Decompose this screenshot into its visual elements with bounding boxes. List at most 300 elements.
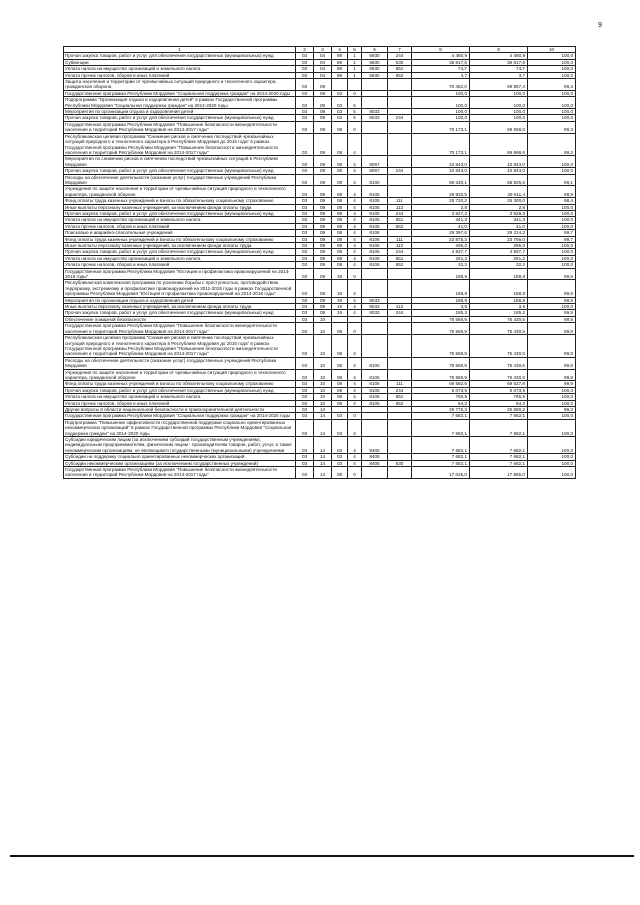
cell-col-b: 09 bbox=[314, 243, 332, 249]
cell-col-d: 4 bbox=[348, 210, 362, 216]
cell-col-name: Подпрограмма "Повышение эффективности государственной поддержки социально ориентированных некоммерческих организаций" в рамках Государственной программы Республики Мордовия "Социальная поддержка граждан" на 2014-2020 годы bbox=[64, 419, 296, 436]
header-cell-col-plan: 8 bbox=[412, 47, 470, 53]
cell-col-e: 8106 bbox=[362, 243, 388, 249]
cell-col-d: 4 bbox=[348, 460, 362, 466]
cell-col-name: Поисковые и аварийно-спасательные учреждения bbox=[64, 230, 296, 236]
cell-col-name: Уплата налога на имущество организаций и земельного налога bbox=[64, 66, 296, 72]
cell-col-plan: 70 482,0 bbox=[412, 79, 470, 91]
cell-col-d: 4 bbox=[348, 156, 362, 168]
cell-col-actual: 69 527,8 bbox=[470, 381, 528, 387]
cell-col-b: 04 bbox=[314, 53, 332, 59]
cell-col-e: 8105 bbox=[362, 198, 388, 204]
cell-col-c: 08 bbox=[332, 230, 348, 236]
table-row bbox=[64, 121, 576, 133]
cell-col-plan: 3,7 bbox=[412, 72, 470, 78]
cell-col-d: 5 bbox=[348, 115, 362, 121]
cell-col-b: 10 bbox=[314, 394, 332, 400]
cell-col-a: 03 bbox=[296, 210, 314, 216]
cell-col-plan: 75 565,9 bbox=[412, 316, 470, 322]
cell-col-c: 08 bbox=[332, 400, 348, 406]
cell-col-plan: 17 025,0 bbox=[412, 467, 470, 479]
cell-col-b: 09 bbox=[314, 230, 332, 236]
cell-col-actual: 75 430,6 bbox=[470, 357, 528, 369]
cell-col-plan: 41,0 bbox=[412, 223, 470, 229]
cell-col-actual: 29 214,2 bbox=[470, 230, 528, 236]
cell-col-plan: 36 817,6 bbox=[412, 59, 470, 65]
cell-col-actual: 295,0 bbox=[470, 243, 528, 249]
cell-col-f: 244 bbox=[388, 249, 412, 255]
cell-col-d: 0 bbox=[348, 121, 362, 133]
cell-col-a: 03 bbox=[296, 223, 314, 229]
cell-col-d: 4 bbox=[348, 381, 362, 387]
cell-col-f: 530 bbox=[388, 59, 412, 65]
cell-col-plan: 25 720,2 bbox=[412, 198, 470, 204]
cell-col-actual: 4 937,7 bbox=[470, 249, 528, 255]
cell-col-e: 8105 bbox=[362, 381, 388, 387]
cell-col-d: 4 bbox=[348, 310, 362, 316]
cell-col-d: 4 bbox=[348, 297, 362, 303]
cell-col-percent: 100,0 bbox=[528, 419, 576, 436]
cell-col-name: Уплата прочих налогов, сборов и иных платежей bbox=[64, 400, 296, 406]
cell-col-b: 14 bbox=[314, 406, 332, 412]
cell-col-plan: 7 682,1 bbox=[412, 413, 470, 419]
cell-col-actual: 261,2 bbox=[470, 255, 528, 261]
cell-col-f: 852 bbox=[388, 262, 412, 268]
cell-col-name: Государственная программа Республики Мордовия "Повышение безопасности жизнедеятельности населения и территорий Республики Мордовия на 2014-2017 годы" bbox=[64, 121, 296, 133]
cell-col-b: 04 bbox=[314, 59, 332, 65]
cell-col-actual: 69 668,6 bbox=[470, 121, 528, 133]
cell-col-plan: 2,8 bbox=[412, 204, 470, 210]
cell-col-percent: 100,0 bbox=[528, 72, 576, 78]
cell-col-f bbox=[388, 323, 412, 335]
cell-col-c: 03 bbox=[332, 90, 348, 96]
cell-col-d: 4 bbox=[348, 186, 362, 198]
cell-col-a: 03 bbox=[296, 316, 314, 322]
cell-col-d: 4 bbox=[348, 394, 362, 400]
cell-col-c: 19 bbox=[332, 297, 348, 303]
cell-col-f bbox=[388, 369, 412, 381]
cell-col-c: 89 bbox=[332, 59, 348, 65]
cell-col-c: 08 bbox=[332, 243, 348, 249]
cell-col-percent: 100,0 bbox=[528, 304, 576, 310]
cell-col-actual: 10 843,0 bbox=[470, 168, 528, 174]
cell-col-plan: 3 827,2 bbox=[412, 210, 470, 216]
cell-col-name: Субсидии юридическим лицам (за исключением субсидий государственным учреждениям), индивидуальным предпринимателям, физическим лицам - производителям товаров, работ, услуг, а также некоммерческим организациям, не являющимся государственными (муниципальными) учреждениями bbox=[64, 437, 296, 454]
cell-col-f: 244 bbox=[388, 310, 412, 316]
cell-col-f bbox=[388, 357, 412, 369]
cell-col-c: 19 bbox=[332, 268, 348, 280]
cell-col-b: 09 bbox=[314, 255, 332, 261]
cell-col-e: 5930 bbox=[362, 59, 388, 65]
cell-col-d: 4 bbox=[348, 236, 362, 242]
cell-col-plan: 7 682,1 bbox=[412, 454, 470, 460]
cell-col-name: Мероприятия по организации отдыха и оздоровления детей bbox=[64, 109, 296, 115]
cell-col-c: 08 bbox=[332, 133, 348, 156]
cell-col-actual: 100,0 bbox=[470, 109, 528, 115]
header-cell-col-a: 2 bbox=[296, 47, 314, 53]
cell-col-actual: 765,5 bbox=[470, 394, 528, 400]
cell-col-name: Прочая закупка товаров, работ и услуг для обеспечения государственных (муниципальных) нужд bbox=[64, 210, 296, 216]
cell-col-b: 09 bbox=[314, 236, 332, 242]
cell-col-d: 4 bbox=[348, 400, 362, 406]
cell-col-d: 1 bbox=[348, 66, 362, 72]
cell-col-name: Государственная программа Республики Мордовия "Социальная поддержка граждан" на 2014-2020 годы bbox=[64, 90, 296, 96]
cell-col-plan: 100,0 bbox=[412, 97, 470, 109]
cell-col-actual: 3 928,3 bbox=[470, 210, 528, 216]
cell-col-name: Прочая закупка товаров, работ и услуг для обеспечения государственных (муниципальных) нужд bbox=[64, 115, 296, 121]
cell-col-a: 03 bbox=[296, 323, 314, 335]
cell-col-c: 89 bbox=[332, 72, 348, 78]
cell-col-percent: 99,8 bbox=[528, 323, 576, 335]
cell-col-d: 4 bbox=[348, 262, 362, 268]
cell-col-e: 8105 bbox=[362, 394, 388, 400]
cell-col-f bbox=[388, 174, 412, 186]
cell-col-c: 08 bbox=[332, 381, 348, 387]
cell-col-c: 08 bbox=[332, 369, 348, 381]
cell-col-a: 03 bbox=[296, 413, 314, 419]
cell-col-b: 14 bbox=[314, 467, 332, 479]
cell-col-a: 03 bbox=[296, 394, 314, 400]
cell-col-plan: 188,9 bbox=[412, 297, 470, 303]
cell-col-name: Государственная программа Республики Мордовия "Социальная поддержка граждан" на 2014-2020 годы bbox=[64, 413, 296, 419]
cell-col-c: 08 bbox=[332, 210, 348, 216]
cell-col-percent: 99,3 bbox=[528, 133, 576, 156]
cell-col-d: 0 bbox=[348, 323, 362, 335]
cell-col-b: 09 bbox=[314, 168, 332, 174]
cell-col-a: 03 bbox=[296, 59, 314, 65]
cell-col-d: 0 bbox=[348, 467, 362, 479]
cell-col-e: 8106 bbox=[362, 262, 388, 268]
cell-col-f bbox=[388, 419, 412, 436]
cell-col-plan: 5 073,5 bbox=[412, 387, 470, 393]
cell-col-percent: 99,9 bbox=[528, 297, 576, 303]
cell-col-percent: 99,7 bbox=[528, 236, 576, 242]
cell-col-c: 08 bbox=[332, 255, 348, 261]
cell-col-d: 5 bbox=[348, 109, 362, 115]
cell-col-actual: 74,7 bbox=[470, 66, 528, 72]
cell-col-percent: 100,0 bbox=[528, 255, 576, 261]
table-body bbox=[64, 53, 576, 478]
cell-col-actual: 7 682,1 bbox=[470, 454, 528, 460]
cell-col-actual: 188,8 bbox=[470, 297, 528, 303]
cell-col-plan: 75 565,9 bbox=[412, 323, 470, 335]
cell-col-name: Государственная программа Республики Мордовия "Юстиция и профилактика правонарушений на 2014-2018 годы" bbox=[64, 268, 296, 280]
cell-col-d: 4 bbox=[348, 437, 362, 454]
cell-col-plan: 100,0 bbox=[412, 115, 470, 121]
cell-col-a: 03 bbox=[296, 310, 314, 316]
cell-col-f bbox=[388, 437, 412, 454]
cell-col-percent: 100,0 bbox=[528, 249, 576, 255]
cell-col-e bbox=[362, 280, 388, 297]
cell-col-c: 19 bbox=[332, 310, 348, 316]
cell-col-plan: 341,3 bbox=[412, 217, 470, 223]
cell-col-e: 8033 bbox=[362, 310, 388, 316]
cell-col-a: 03 bbox=[296, 460, 314, 466]
cell-col-f: 852 bbox=[388, 72, 412, 78]
cell-col-actual: 64,3 bbox=[470, 400, 528, 406]
cell-col-e: 8400 bbox=[362, 437, 388, 454]
cell-col-b: 09 bbox=[314, 186, 332, 198]
cell-col-name: Прочая закупка товаров, работ и услуг для обеспечения государственных (муниципальных) нужд bbox=[64, 310, 296, 316]
cell-col-d: 4 bbox=[348, 133, 362, 156]
cell-col-percent: 100,0 bbox=[528, 53, 576, 59]
cell-col-percent: 99,8 bbox=[528, 316, 576, 322]
cell-col-f bbox=[388, 280, 412, 297]
cell-col-percent: 100,0 bbox=[528, 243, 576, 249]
cell-col-percent: 100,0 bbox=[528, 223, 576, 229]
cell-col-a: 03 bbox=[296, 79, 314, 91]
cell-col-d: 4 bbox=[348, 223, 362, 229]
cell-col-b: 14 bbox=[314, 454, 332, 460]
cell-col-plan: 7 682,1 bbox=[412, 437, 470, 454]
header-cell-col-percent: 10 bbox=[528, 47, 576, 53]
cell-col-e: 8105 bbox=[362, 204, 388, 210]
cell-col-actual: 41,0 bbox=[470, 223, 528, 229]
cell-col-plan: 75 565,9 bbox=[412, 335, 470, 358]
table-row bbox=[64, 437, 576, 454]
cell-col-a: 03 bbox=[296, 304, 314, 310]
cell-col-d: 5 bbox=[348, 97, 362, 109]
cell-col-a: 03 bbox=[296, 280, 314, 297]
cell-col-name: Учреждения по защите населения и территории от чрезвычайных ситуаций природного и техногенного характера, гражданской обороне bbox=[64, 186, 296, 198]
cell-col-a: 03 bbox=[296, 121, 314, 133]
cell-col-d: 4 bbox=[348, 174, 362, 186]
cell-col-actual: 10 843,0 bbox=[470, 156, 528, 168]
cell-col-c: 19 bbox=[332, 304, 348, 310]
table-row bbox=[64, 467, 576, 479]
cell-col-b: 09 bbox=[314, 109, 332, 115]
cell-col-c: 08 bbox=[332, 467, 348, 479]
cell-col-c: 08 bbox=[332, 236, 348, 242]
cell-col-percent: 99,9 bbox=[528, 268, 576, 280]
cell-col-e: 8106 bbox=[362, 230, 388, 236]
cell-col-actual: 25 590,2 bbox=[470, 406, 528, 412]
cell-col-a: 03 bbox=[296, 230, 314, 236]
budget-table bbox=[63, 46, 576, 479]
cell-col-c: 08 bbox=[332, 121, 348, 133]
table-row bbox=[64, 357, 576, 369]
cell-col-a: 03 bbox=[296, 262, 314, 268]
cell-col-c: 89 bbox=[332, 66, 348, 72]
cell-col-plan: 7 682,1 bbox=[412, 460, 470, 466]
cell-col-a: 03 bbox=[296, 53, 314, 59]
cell-col-e: 8100 bbox=[362, 174, 388, 186]
cell-col-name: Мероприятия по снижению рисков и смягчению последствий чрезвычайных ситуаций в Республике Мордовия bbox=[64, 156, 296, 168]
cell-col-percent: 99,7 bbox=[528, 230, 576, 236]
cell-col-percent: 100,0 bbox=[528, 460, 576, 466]
cell-col-name: Подпрограмма "Организация отдыха и оздоровления детей" в рамках Государственной программы Республики Мордовия "Социальная поддержка граждан" на 2014-2020 годы bbox=[64, 97, 296, 109]
cell-col-e bbox=[362, 121, 388, 133]
cell-col-f: 244 bbox=[388, 53, 412, 59]
cell-col-plan: 69 582,6 bbox=[412, 381, 470, 387]
cell-col-e bbox=[362, 467, 388, 479]
cell-col-e bbox=[362, 268, 388, 280]
cell-col-e: 8405 bbox=[362, 460, 388, 466]
cell-col-actual: 188,8 bbox=[470, 280, 528, 297]
cell-col-e: 8106 bbox=[362, 255, 388, 261]
cell-col-e: 8105 bbox=[362, 400, 388, 406]
cell-col-name: Фонд оплаты труда казенных учреждений и взносы по обязательному социальному страхованию bbox=[64, 381, 296, 387]
cell-col-a: 03 bbox=[296, 387, 314, 393]
cell-col-f: 112 bbox=[388, 304, 412, 310]
cell-col-c: 03 bbox=[332, 460, 348, 466]
cell-col-b: 09 bbox=[314, 262, 332, 268]
cell-col-percent: 100,0 bbox=[528, 217, 576, 223]
cell-col-b: 09 bbox=[314, 121, 332, 133]
cell-col-b: 09 bbox=[314, 204, 332, 210]
cell-col-a: 03 bbox=[296, 168, 314, 174]
cell-col-b: 14 bbox=[314, 413, 332, 419]
cell-col-f: 111 bbox=[388, 381, 412, 387]
cell-col-actual: 75 430,6 bbox=[470, 335, 528, 358]
cell-col-percent: 100,0 bbox=[528, 467, 576, 479]
cell-col-b: 10 bbox=[314, 316, 332, 322]
cell-col-actual: 100,0 bbox=[470, 115, 528, 121]
cell-col-c: 08 bbox=[332, 223, 348, 229]
cell-col-plan: 59 330,1 bbox=[412, 174, 470, 186]
cell-col-e: 8106 bbox=[362, 236, 388, 242]
cell-col-d: 0 bbox=[348, 413, 362, 419]
cell-col-plan: 100,0 bbox=[412, 109, 470, 115]
cell-col-d: 4 bbox=[348, 335, 362, 358]
cell-col-e bbox=[362, 97, 388, 109]
bottom-rule bbox=[10, 855, 634, 857]
header-cell-col-actual: 9 bbox=[470, 47, 528, 53]
cell-col-plan: 32,3 bbox=[412, 262, 470, 268]
cell-col-d bbox=[348, 79, 362, 91]
cell-col-b: 09 bbox=[314, 223, 332, 229]
cell-col-name: Иные выплаты персоналу казенных учреждений, за исключением фонда оплаты труда bbox=[64, 204, 296, 210]
cell-col-a: 03 bbox=[296, 72, 314, 78]
cell-col-e bbox=[362, 335, 388, 358]
cell-col-e: 8033 bbox=[362, 304, 388, 310]
table-row bbox=[64, 280, 576, 297]
cell-col-name: Прочая закупка товаров, работ и услуг для обеспечения государственных (муниципальных) нужд bbox=[64, 53, 296, 59]
cell-col-name: Фонд оплаты труда казенных учреждений и взносы по обязательному социальному страхованию bbox=[64, 198, 296, 204]
cell-col-f bbox=[388, 156, 412, 168]
cell-col-b: 09 bbox=[314, 79, 332, 91]
cell-col-e: 8067 bbox=[362, 168, 388, 174]
cell-col-a: 03 bbox=[296, 419, 314, 436]
cell-col-plan: 75 565,9 bbox=[412, 369, 470, 381]
cell-col-a: 03 bbox=[296, 109, 314, 115]
cell-col-percent: 100,0 bbox=[528, 454, 576, 460]
cell-col-c: 03 bbox=[332, 413, 348, 419]
cell-col-actual: 100,0 bbox=[470, 90, 528, 96]
cell-col-b: 09 bbox=[314, 268, 332, 280]
cell-col-e bbox=[362, 79, 388, 91]
cell-col-d: 4 bbox=[348, 230, 362, 236]
cell-col-percent: 100,0 bbox=[528, 59, 576, 65]
cell-col-a: 03 bbox=[296, 186, 314, 198]
cell-col-plan: 4 480,9 bbox=[412, 53, 470, 59]
cell-col-f: 852 bbox=[388, 223, 412, 229]
cell-col-a: 03 bbox=[296, 381, 314, 387]
cell-col-e: 8105 bbox=[362, 223, 388, 229]
cell-col-e: 5930 bbox=[362, 72, 388, 78]
cell-col-b: 10 bbox=[314, 335, 332, 358]
cell-col-percent: 100,0 bbox=[528, 109, 576, 115]
cell-col-c: 08 bbox=[332, 174, 348, 186]
cell-col-plan: 10 843,0 bbox=[412, 156, 470, 168]
cell-col-percent: 99,8 bbox=[528, 357, 576, 369]
cell-col-actual: 4 480,9 bbox=[470, 53, 528, 59]
cell-col-e: 5930 bbox=[362, 53, 388, 59]
cell-col-e: 8100 bbox=[362, 357, 388, 369]
cell-col-percent: 100,0 bbox=[528, 437, 576, 454]
cell-col-d: 4 bbox=[348, 217, 362, 223]
cell-col-actual: 36 817,6 bbox=[470, 59, 528, 65]
cell-col-c: 08 bbox=[332, 198, 348, 204]
cell-col-c: 08 bbox=[332, 394, 348, 400]
cell-col-percent: 99,9 bbox=[528, 381, 576, 387]
cell-col-name: Республиканская целевая программа "Снижение рисков и смягчение последствий чрезвычайных ситуаций природного и техногенного характера в Республике Мордовия до 2015 года" в рамках Государственной программы Республики Мордовия "Повышение безопасности жизнедеятельности населения и территорий Республики Мордовия на 2014-2017 годы" bbox=[64, 335, 296, 358]
table-row bbox=[64, 79, 576, 91]
cell-col-actual: 188,8 bbox=[470, 268, 528, 280]
cell-col-name: Уплата налога на имущество организаций и земельного налога bbox=[64, 394, 296, 400]
cell-col-b: 09 bbox=[314, 133, 332, 156]
cell-col-a: 03 bbox=[296, 357, 314, 369]
cell-col-actual: 2,8 bbox=[470, 204, 528, 210]
cell-col-plan: 261,2 bbox=[412, 255, 470, 261]
cell-col-a: 03 bbox=[296, 335, 314, 358]
cell-col-b: 09 bbox=[314, 310, 332, 316]
cell-col-c: 08 bbox=[332, 204, 348, 210]
cell-col-f bbox=[388, 121, 412, 133]
cell-col-d: 4 bbox=[348, 243, 362, 249]
cell-col-b: 09 bbox=[314, 297, 332, 303]
cell-col-f bbox=[388, 97, 412, 109]
cell-col-percent: 100,0 bbox=[528, 115, 576, 121]
cell-col-d: 4 bbox=[348, 204, 362, 210]
cell-col-actual: 75 430,6 bbox=[470, 316, 528, 322]
cell-col-b: 10 bbox=[314, 381, 332, 387]
cell-col-c: 03 bbox=[332, 115, 348, 121]
cell-col-actual: 58 825,6 bbox=[470, 174, 528, 186]
cell-col-d: 4 bbox=[348, 249, 362, 255]
cell-col-c: 19 bbox=[332, 280, 348, 297]
cell-col-e: 8105 bbox=[362, 186, 388, 198]
cell-col-plan: 70 173,1 bbox=[412, 133, 470, 156]
cell-col-a: 03 bbox=[296, 437, 314, 454]
cell-col-b: 14 bbox=[314, 460, 332, 466]
cell-col-percent: 100,0 bbox=[528, 413, 576, 419]
cell-col-percent: 99,1 bbox=[528, 174, 576, 186]
header-cell-col-c: 4 bbox=[332, 47, 348, 53]
cell-col-plan: 64,3 bbox=[412, 400, 470, 406]
cell-col-e: 8067 bbox=[362, 156, 388, 168]
cell-col-name: Иные выплаты персоналу казенных учреждений, за исключением фонда оплаты труда bbox=[64, 243, 296, 249]
cell-col-b: 09 bbox=[314, 156, 332, 168]
cell-col-actual: 5 073,5 bbox=[470, 387, 528, 393]
cell-col-c: 08 bbox=[332, 357, 348, 369]
cell-col-plan: 3,6 bbox=[412, 304, 470, 310]
cell-col-plan: 29 932,5 bbox=[412, 186, 470, 198]
cell-col-b: 10 bbox=[314, 400, 332, 406]
cell-col-a: 03 bbox=[296, 467, 314, 479]
cell-col-actual: 32,3 bbox=[470, 262, 528, 268]
cell-col-name: Обеспечение пожарной безопасности bbox=[64, 316, 296, 322]
cell-col-name: Уплата прочих налогов, сборов и иных платежей bbox=[64, 72, 296, 78]
cell-col-actual: 7 682,1 bbox=[470, 437, 528, 454]
cell-col-name: Защита населения и территории от чрезвычайных ситуаций природного и техногенного характера, гражданская оборона bbox=[64, 79, 296, 91]
cell-col-percent: 99,3 bbox=[528, 406, 576, 412]
cell-col-percent: 100,0 bbox=[528, 97, 576, 109]
cell-col-a: 03 bbox=[296, 90, 314, 96]
cell-col-e bbox=[362, 419, 388, 436]
cell-col-a: 03 bbox=[296, 454, 314, 460]
cell-col-c: 08 bbox=[332, 262, 348, 268]
